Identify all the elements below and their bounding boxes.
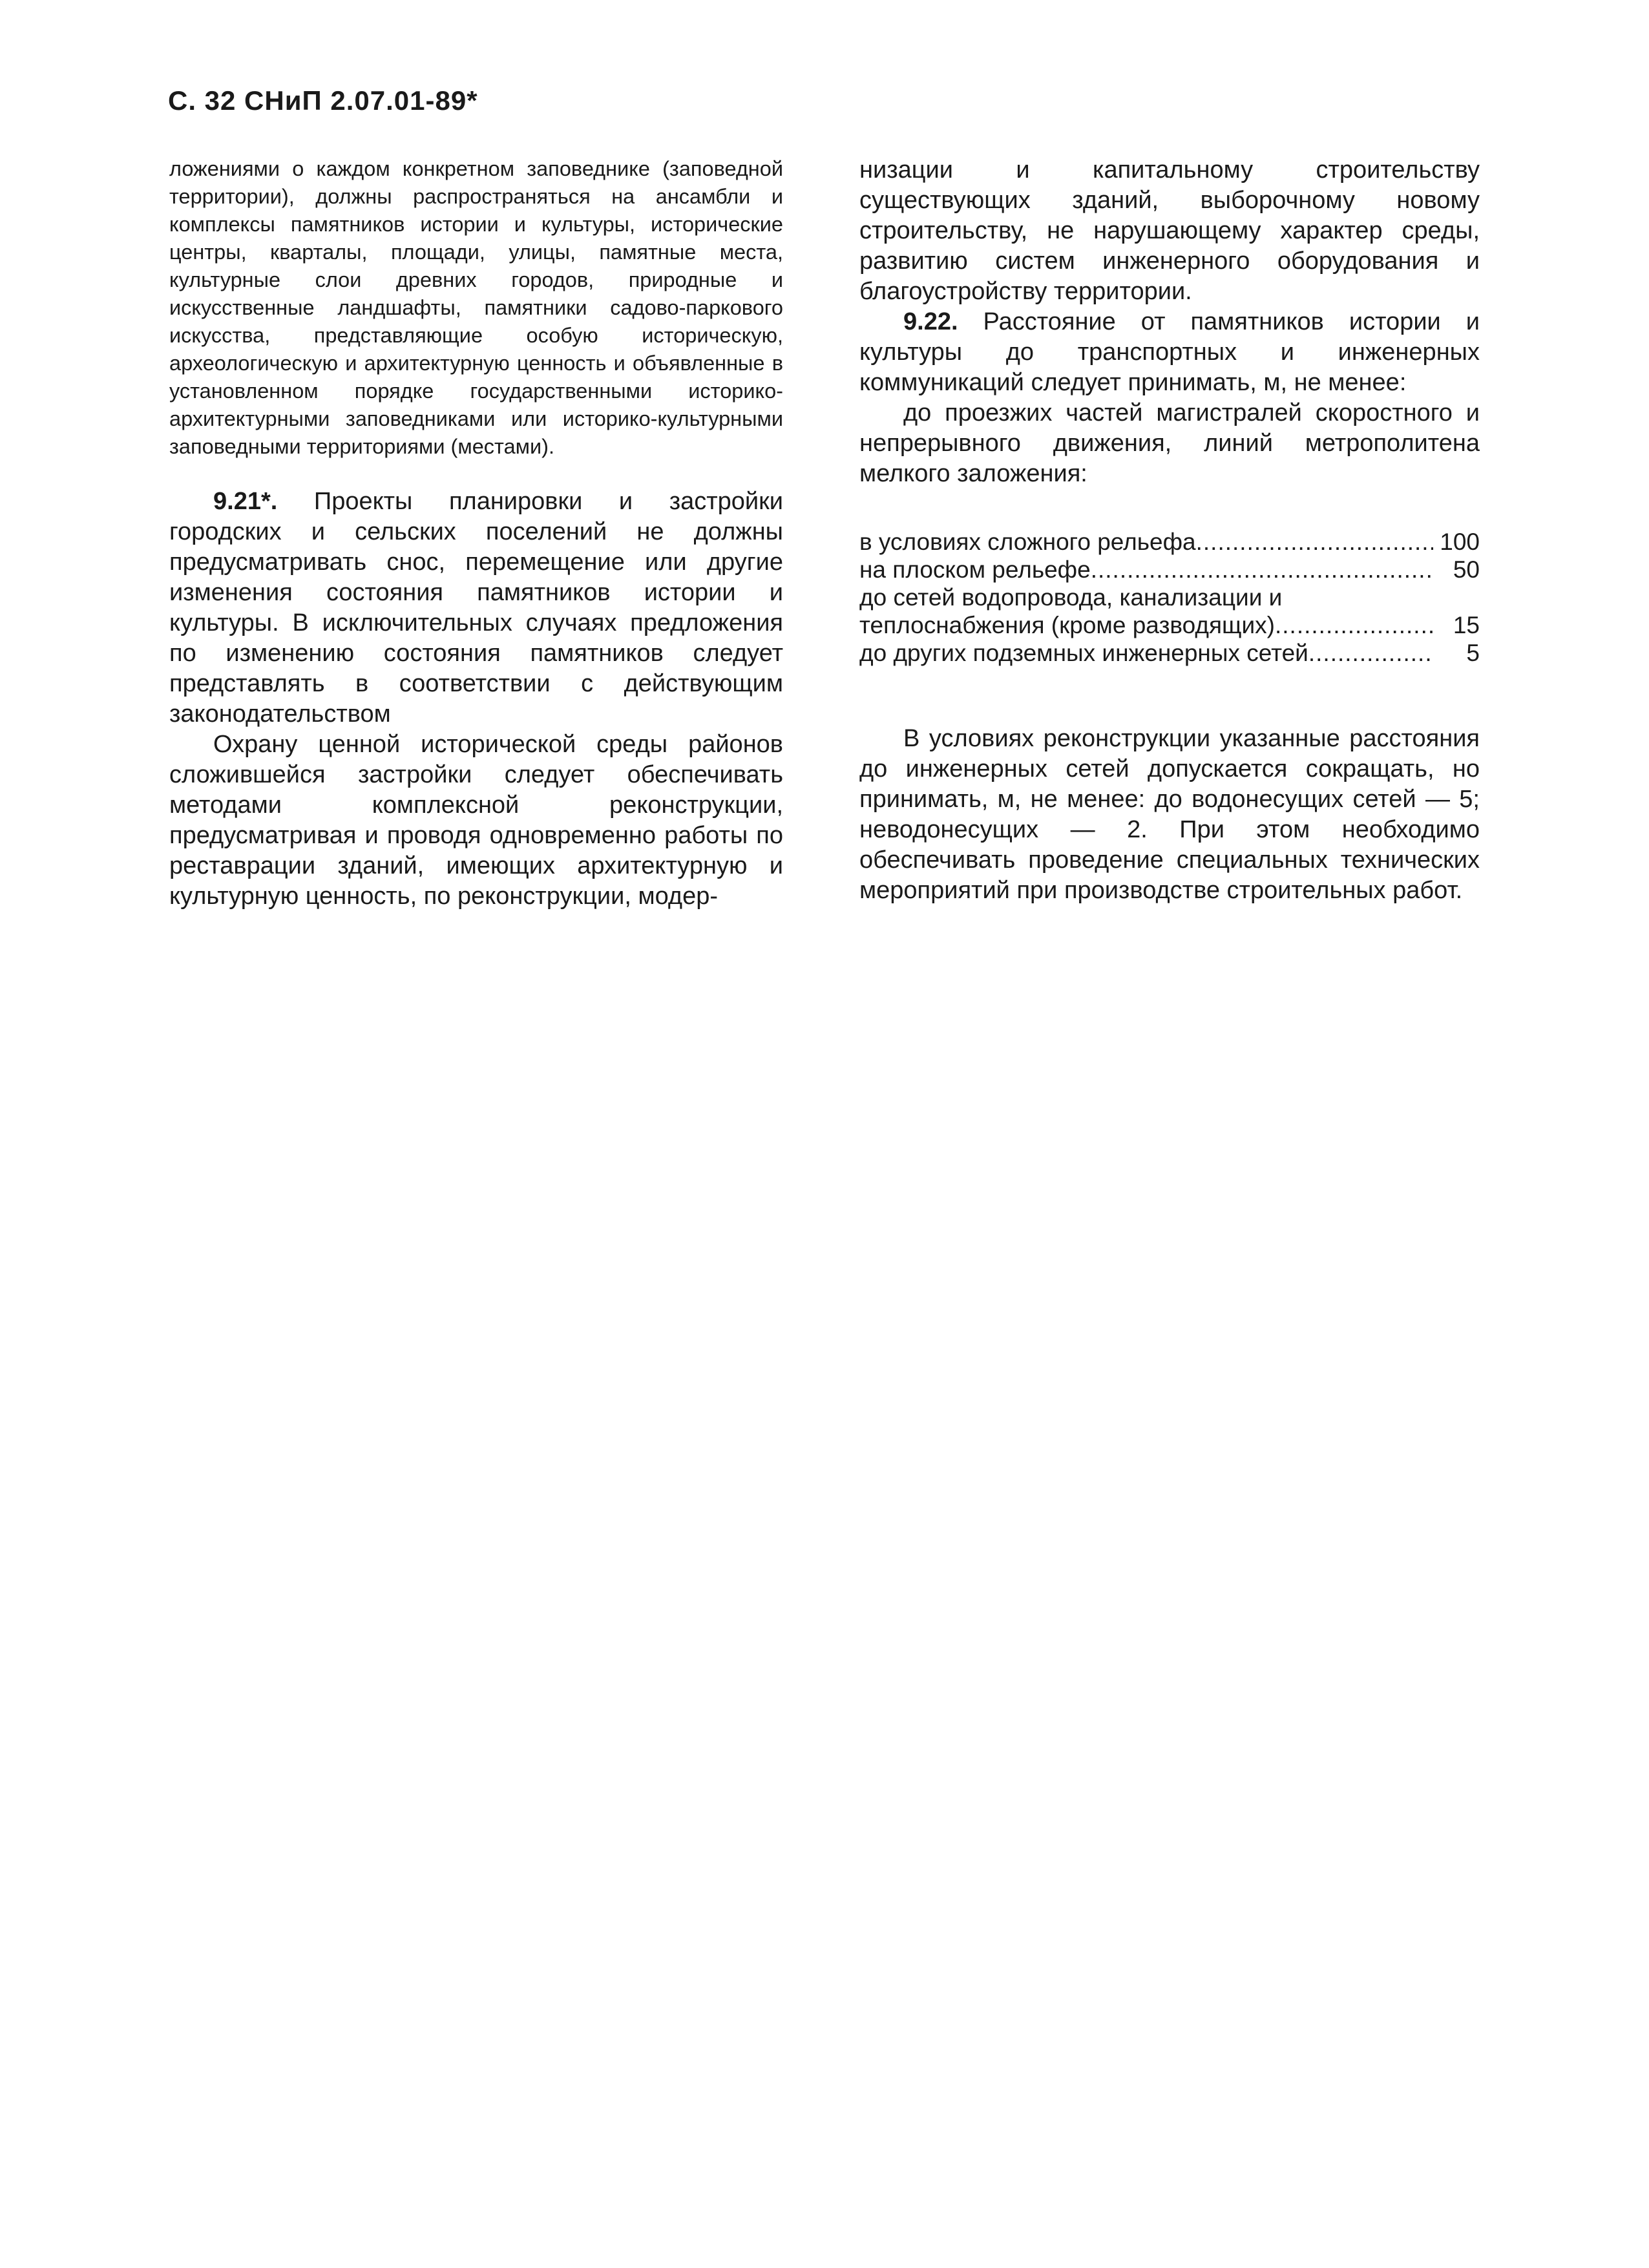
distance-value: 50 bbox=[1453, 556, 1480, 583]
section-9-22-number: 9.22. bbox=[903, 308, 958, 335]
distance-label: до сетей водопровода, канализации и bbox=[859, 584, 1283, 611]
distances-intro-paragraph: до проезжих частей магистралей скоростного и непрерывного движения, линий метрополитена мелкого заложения: bbox=[859, 399, 1480, 487]
distance-row bbox=[859, 583, 1480, 611]
right-column bbox=[859, 155, 1480, 906]
distance-label: на плоском рельефе bbox=[859, 556, 1091, 583]
distance-value: 5 bbox=[1466, 640, 1480, 666]
distance-row bbox=[859, 556, 1480, 583]
section-9-21-number: 9.21*. bbox=[213, 488, 278, 515]
distance-row bbox=[859, 528, 1480, 556]
distance-value: 15 bbox=[1453, 612, 1480, 638]
leader-dots bbox=[1196, 528, 1434, 556]
section-9-21-paragraph bbox=[169, 487, 783, 730]
distance-table bbox=[859, 528, 1480, 667]
distance-label: до других подземных инженерных сетей bbox=[859, 640, 1308, 666]
distance-label: теплоснабжения (кроме разводящих) bbox=[859, 612, 1275, 638]
leader-dots bbox=[1275, 611, 1434, 639]
left-continuation-paragraph: ложениями о каждом конкретном заповеднике (заповедной территории), должны распространяться на ансамбли и комплексы памятников истории и культуры, исторические центры, кварталы, площади, улицы, памятные места, культурные слои древних городов, природные и искусственные ландшафты, памятники садово-паркового искусства, представляющие особую историческую, археологическую и архитектурную ценность и объявленные в установленном порядке государственными историко-архитектурными заповедниками или историко-культурными заповедными территориями (местами). bbox=[169, 157, 783, 458]
leader-dots bbox=[1308, 639, 1434, 667]
page-header: С. 32 СНиП 2.07.01-89* bbox=[168, 85, 478, 116]
section-9-21-text: Проекты планировки и застройки городских и сельских поселений не должны предусматривать снос, перемещение или другие изменения состояния памятников истории и культуры. В исключительных случаях предложения по изменению состояния памятников следует представлять в соответствии с действующим законодательством bbox=[169, 488, 784, 728]
leader-dots bbox=[1091, 556, 1434, 583]
section-9-22-paragraph bbox=[859, 307, 1480, 398]
reconstruction-paragraph: В условиях реконструкции указанные расстояния до инженерных сетей допускается сокращать, но принимать, м, не менее: до водонесущих сетей — 5; неводонесущих — 2. При этом необходимо обеспечивать проведение специальных технических мероприятий при производстве строительных работ. bbox=[859, 725, 1480, 904]
distance-label: в условиях сложного рельефа bbox=[859, 529, 1196, 555]
historic-environment-paragraph: Охрану ценной исторической среды районов сложившейся застройки следует обеспечивать методами комплексной реконструкции, предусматривая и проводя одновременно работы по реставрации зданий, имеющих архитектурную и культурную ценность, по реконструкции, модер- bbox=[169, 731, 783, 910]
distance-row bbox=[859, 639, 1480, 667]
right-continuation-paragraph: низации и капитальному строительству существующих зданий, выборочному новому строительству, не нарушающему характер среды, развитию систем инженерного оборудования и благоустройству территории. bbox=[859, 156, 1480, 305]
left-column bbox=[169, 155, 783, 912]
distance-value: 100 bbox=[1440, 529, 1480, 555]
section-9-22-text: Расстояние от памятников истории и культуры до транспортных и инженерных коммуникаций следует принимать, м, не менее: bbox=[859, 308, 1480, 396]
distance-row bbox=[859, 611, 1480, 639]
